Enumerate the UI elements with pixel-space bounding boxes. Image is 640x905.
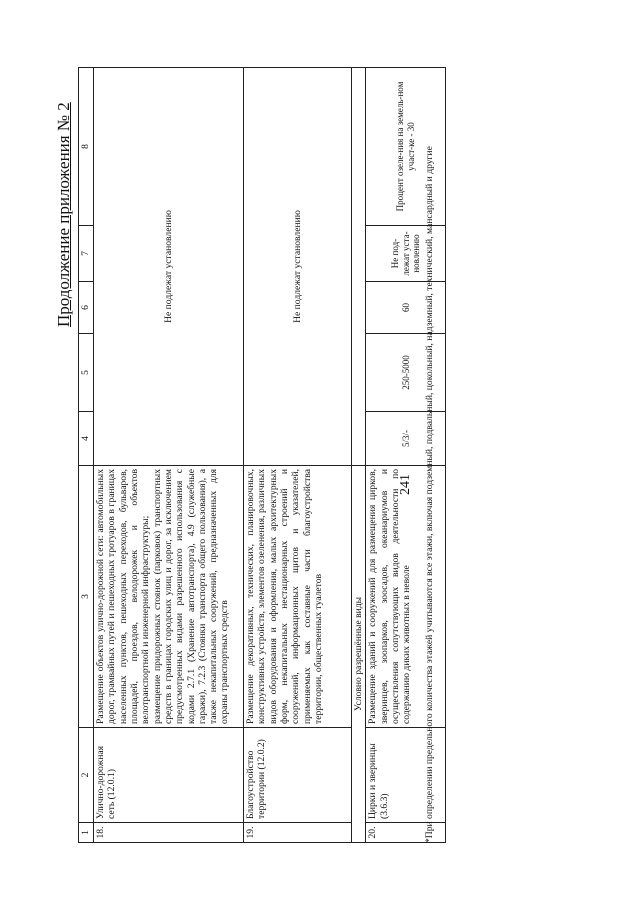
merged-cell: Не подлежат установлению — [244, 68, 352, 466]
desc-para: Размещение декоративных, технических, планировочных, конструктивных устройств, элементов озеленения, различных видов оборудования и оформления, малых архитектурных форм, некапитальных нестационарных строений и сооружений, информационных щитов и указателей, применяемых как составные части благоустройства территории, общественных туалетов — [245, 469, 324, 724]
col-header: 4 — [79, 412, 94, 466]
table-row — [94, 68, 244, 843]
regulation-table — [78, 67, 446, 843]
row-number: 19. — [244, 823, 352, 843]
col-header: 6 — [79, 282, 94, 334]
row-description — [94, 466, 244, 728]
page-number: 241 — [398, 474, 413, 495]
desc-para: Размещение объектов улично-дорожной сети: автомобильных дорог, трамвайных путей и пешеходных тротуаров в границах населенных пунктов, пешеходных переходов, бульваров, площадей, проездов, велодорожек и объектов велотранспортной и инженерной инфраструктуры; — [95, 469, 152, 724]
footnote: *При определении предельного количества этажей учитываются все этажи, включая подземный, подвальный, цокольный, надземный, технический, мансардный и другие — [424, 146, 435, 843]
continuation-title: Продолжение приложения № 2 — [54, 102, 73, 327]
col-header: 1 — [79, 823, 94, 843]
desc-para: размещение придорожных стоянок (парковок) транспортных средств в границах городских улиц и дорог, за исключением предусмотренных видами разрешенного использования с кодами 2.7.1 (Хранение автотранспорта), 4.9 (служебные гаражи), 7.2.3 (Стоянки транспорта общего пользования), а также некапитальных сооружений, предназначенных для охраны транспортных средств — [151, 469, 231, 724]
cell-setback: Не под-лежат уста-новлению — [366, 226, 446, 282]
subheading: Условно разрешённые виды — [352, 466, 366, 843]
col-header: 5 — [79, 334, 94, 412]
row-number: 20. — [366, 823, 446, 843]
subheading-row — [352, 68, 366, 843]
cell-green: Процент озеле-ния на земель-ном участ-ке - 30 — [366, 68, 446, 226]
cell-area: 250-5000 — [366, 334, 446, 412]
table-row — [244, 68, 352, 843]
col-header: 8 — [79, 68, 94, 226]
cell-percent: 60 — [366, 282, 446, 334]
row-number: 18. — [94, 823, 244, 843]
empty-cell — [352, 68, 366, 466]
cell-floors: 5/3/- — [366, 412, 446, 466]
row-description — [244, 466, 352, 728]
row-name: Цирки и зверинцы (3.6.3) — [366, 728, 446, 823]
row-name: Улично-дорожная сеть (12.0.1) — [94, 728, 244, 823]
col-header: 7 — [79, 226, 94, 282]
row-name: Благоустройство территории (12.0.2) — [244, 728, 352, 823]
merged-cell: Не подлежат установлению — [94, 68, 244, 466]
col-header: 3 — [79, 466, 94, 728]
column-header-row — [79, 68, 94, 843]
row-description: Размещение зданий и сооружений для размещения цирков, зверинцев, зоопарков, зоосадов, океанариумов и осуществления сопутствующих видов деятельности по содержанию диких животных в неволе — [366, 466, 446, 728]
col-header: 2 — [79, 728, 94, 823]
